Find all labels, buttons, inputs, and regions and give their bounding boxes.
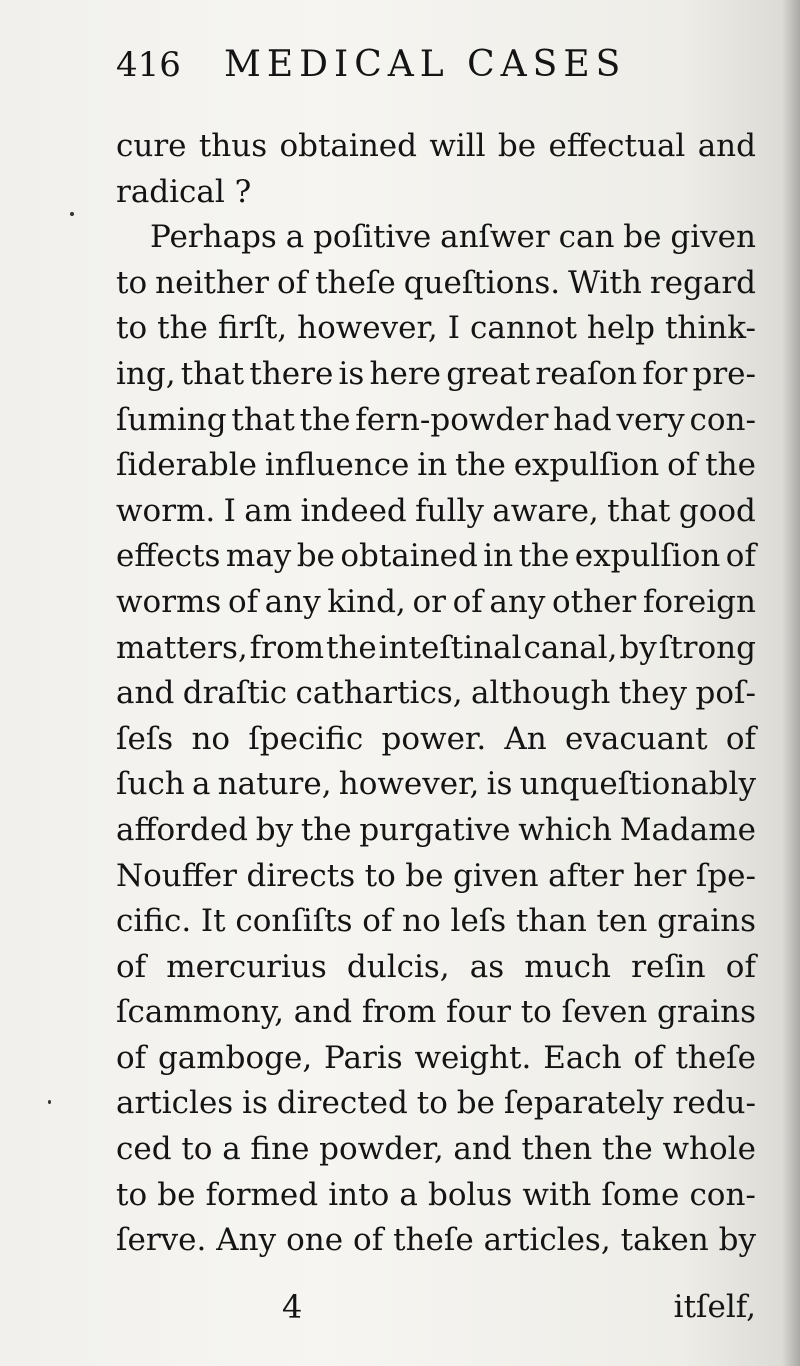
word: in — [483, 538, 514, 575]
text-line — [116, 808, 756, 854]
word: worm. — [116, 492, 216, 529]
word: expulſion — [574, 538, 721, 575]
text-line — [116, 717, 756, 763]
page-gutter-shadow — [782, 0, 800, 1366]
word: cathartics, — [295, 675, 463, 712]
word: there — [249, 355, 334, 392]
word: influence — [264, 447, 410, 484]
word: the — [455, 447, 506, 484]
word: con- — [689, 401, 756, 438]
word: think- — [664, 310, 756, 347]
word: fern-powder — [355, 401, 549, 438]
word: in — [417, 447, 448, 484]
word: gamboge, — [157, 1039, 313, 1076]
word: the — [299, 401, 351, 438]
text-line — [116, 899, 756, 945]
word: her — [633, 857, 687, 894]
running-head: MEDICAL CASES — [224, 44, 627, 85]
word: It — [200, 903, 226, 940]
text-line — [116, 854, 756, 900]
word: ſuming — [116, 401, 227, 438]
word: dulcis, — [346, 948, 450, 985]
text-line — [116, 443, 756, 489]
word: anſwer — [440, 219, 550, 256]
word: to — [520, 994, 552, 1031]
word: theſe — [315, 264, 396, 301]
word: to — [116, 310, 148, 347]
word: pre- — [692, 355, 756, 392]
word: no — [402, 903, 441, 940]
word: fully — [415, 492, 484, 529]
word: be — [497, 128, 537, 164]
word: can — [558, 219, 615, 256]
word: effectual — [548, 128, 686, 164]
word: to — [181, 1131, 213, 1168]
word: help — [586, 310, 655, 347]
word: the — [300, 811, 352, 848]
word: Paris — [324, 1039, 403, 1076]
word: by — [619, 629, 657, 666]
word: articles — [116, 1085, 234, 1122]
word: ced — [116, 1131, 172, 1168]
word: directs — [246, 857, 356, 894]
word: canal, — [523, 629, 618, 666]
word: fine — [250, 1131, 310, 1168]
word: into — [328, 1176, 390, 1213]
word: bolus — [428, 1176, 513, 1213]
word: of — [353, 1222, 384, 1259]
word: as — [469, 948, 505, 985]
word: I — [447, 310, 461, 347]
word: reſin — [631, 948, 706, 985]
word: directed — [276, 1085, 408, 1122]
word: one — [286, 1222, 344, 1259]
word: the — [325, 629, 377, 666]
word: Nouffer — [116, 857, 237, 894]
word: a — [285, 219, 305, 256]
word: ſerve. — [116, 1222, 207, 1259]
word: is — [338, 355, 365, 392]
word: good — [678, 492, 756, 529]
word: ſeven — [561, 994, 648, 1031]
word: mercurius — [166, 948, 327, 985]
word: from — [249, 629, 325, 666]
word: grains — [657, 994, 756, 1031]
word: power. — [381, 720, 487, 757]
word: aware, — [492, 492, 599, 529]
word: after — [548, 857, 624, 894]
text-line — [116, 1036, 756, 1082]
word: will — [429, 128, 486, 164]
word: the — [705, 447, 756, 484]
word: ſeſs — [116, 720, 174, 757]
word: reaſon — [535, 355, 638, 392]
word: draſtic — [182, 675, 288, 712]
word: thus — [198, 128, 268, 164]
word: of — [227, 583, 259, 620]
word: Madame — [619, 811, 756, 848]
word: that — [231, 401, 295, 438]
word: effects — [116, 538, 221, 575]
word: ſuch — [116, 766, 185, 803]
word: which — [518, 811, 612, 848]
word: the — [518, 538, 570, 575]
word: from — [361, 994, 437, 1031]
word: worms — [116, 583, 222, 620]
word: for — [642, 355, 688, 392]
word: of — [276, 264, 308, 301]
word: firſt, — [217, 310, 288, 347]
word: Any — [216, 1222, 277, 1259]
word: no — [191, 720, 231, 757]
word: that — [607, 492, 671, 529]
word: of — [116, 948, 147, 985]
word: much — [524, 948, 611, 985]
word: ing, — [116, 355, 176, 392]
text-line — [116, 1173, 756, 1219]
word: the — [601, 1131, 653, 1168]
word: purgative — [359, 811, 511, 848]
word: con- — [689, 1176, 756, 1213]
word: matters, — [116, 629, 248, 666]
word: however, — [297, 310, 438, 347]
word: leſs — [450, 903, 507, 940]
word: then — [521, 1131, 593, 1168]
word: be — [456, 1085, 495, 1122]
word: is — [242, 1085, 268, 1122]
word: very — [616, 401, 685, 438]
word: although — [471, 675, 611, 712]
word: of — [116, 1039, 147, 1076]
text-line — [116, 215, 756, 261]
text-line: radical ? — [116, 173, 252, 210]
word: inteſtinal — [378, 629, 522, 666]
word: poſ- — [695, 675, 756, 712]
word: taken — [620, 1222, 709, 1259]
word: formed — [205, 1176, 319, 1213]
body-text — [116, 124, 756, 1264]
word: be — [623, 219, 662, 256]
word: to — [116, 264, 148, 301]
word: the — [157, 310, 208, 347]
signature-mark: 4 — [282, 1288, 303, 1326]
text-line — [116, 1218, 756, 1264]
word: cure — [116, 128, 187, 164]
word: redu- — [672, 1085, 756, 1122]
word: ſcammony, — [116, 994, 284, 1031]
word: other — [552, 583, 637, 620]
text-line — [116, 580, 756, 626]
word: a — [191, 766, 211, 803]
text-line — [116, 306, 756, 352]
word: Each — [543, 1039, 622, 1076]
word: neither — [155, 264, 269, 301]
word: ſtrong — [658, 629, 756, 666]
text-line — [116, 261, 756, 307]
word: obtained — [279, 128, 417, 164]
word: theſe — [675, 1039, 756, 1076]
word: An — [504, 720, 547, 757]
word: of — [667, 447, 698, 484]
word: any — [489, 583, 546, 620]
word: cific. — [116, 903, 192, 940]
word: of — [452, 583, 483, 620]
word: afforded — [116, 811, 249, 848]
word: regard — [649, 264, 756, 301]
word: queſtions. — [403, 264, 561, 301]
word: by — [255, 811, 294, 848]
word: four — [446, 994, 511, 1031]
word: kind, — [327, 583, 406, 620]
word: and — [116, 675, 175, 712]
word: theſe — [393, 1222, 474, 1259]
page-number: 416 — [116, 45, 181, 85]
word: ſpe- — [695, 857, 756, 894]
word: here — [369, 355, 442, 392]
text-line — [116, 489, 756, 535]
word: am — [244, 492, 293, 529]
word: obtained — [340, 538, 478, 575]
word: expulſion — [513, 447, 660, 484]
word: foreign — [642, 583, 756, 620]
word: be — [405, 857, 444, 894]
word: ten — [596, 903, 648, 940]
text-line — [116, 762, 756, 808]
word: Perhaps — [150, 219, 277, 256]
word: evacuant — [565, 720, 708, 757]
word: than — [515, 903, 587, 940]
text-line — [116, 1127, 756, 1173]
word: great — [446, 355, 531, 392]
word: a — [399, 1176, 418, 1213]
word: ſpecific — [248, 720, 364, 757]
word: and — [453, 1131, 512, 1168]
text-line — [116, 990, 756, 1036]
word: of — [633, 1039, 664, 1076]
word: however, — [338, 766, 480, 803]
page-header — [116, 40, 676, 90]
word: to — [416, 1085, 448, 1122]
word: of — [725, 720, 756, 757]
text-line — [116, 626, 756, 672]
catchword: itſelf, — [673, 1289, 756, 1325]
text-line — [116, 945, 756, 991]
word: powder, — [319, 1131, 444, 1168]
word: of — [725, 538, 756, 575]
word: with — [522, 1176, 592, 1213]
word: of — [362, 903, 393, 940]
word: conſiſts — [235, 903, 353, 940]
word: may — [225, 538, 292, 575]
word: a — [222, 1131, 241, 1168]
word: and — [697, 128, 756, 164]
word: to — [116, 1176, 148, 1213]
word: be — [157, 1176, 196, 1213]
word: poſitive — [313, 219, 432, 256]
word: unqueſtionably — [519, 766, 756, 803]
word: nature, — [217, 766, 332, 803]
word: I — [223, 492, 236, 529]
text-line — [116, 1081, 756, 1127]
word: be — [296, 538, 335, 575]
word: or — [412, 583, 446, 620]
text-line — [116, 352, 756, 398]
ink-speck — [70, 212, 74, 216]
word: given — [453, 857, 539, 894]
text-line — [116, 398, 756, 444]
word: is — [486, 766, 513, 803]
word: indeed — [300, 492, 407, 529]
page-footer — [116, 1284, 756, 1330]
word: grains — [657, 903, 756, 940]
word: to — [364, 857, 396, 894]
word: they — [618, 675, 688, 712]
word: of — [725, 948, 756, 985]
word: by — [718, 1222, 756, 1259]
word: articles, — [483, 1222, 611, 1259]
word: whole — [662, 1131, 756, 1168]
word: any — [264, 583, 321, 620]
ink-speck — [48, 1100, 51, 1104]
word: given — [670, 219, 756, 256]
word: ſeparately — [503, 1085, 664, 1122]
word: and — [293, 994, 353, 1031]
text-line — [116, 671, 756, 717]
word: weight. — [414, 1039, 532, 1076]
word: With — [568, 264, 642, 301]
text-line — [116, 534, 756, 580]
word: that — [180, 355, 245, 392]
text-line — [116, 124, 756, 170]
word: cannot — [470, 310, 577, 347]
word: ſome — [601, 1176, 680, 1213]
word: had — [553, 401, 612, 438]
word: ſiderable — [116, 447, 257, 484]
